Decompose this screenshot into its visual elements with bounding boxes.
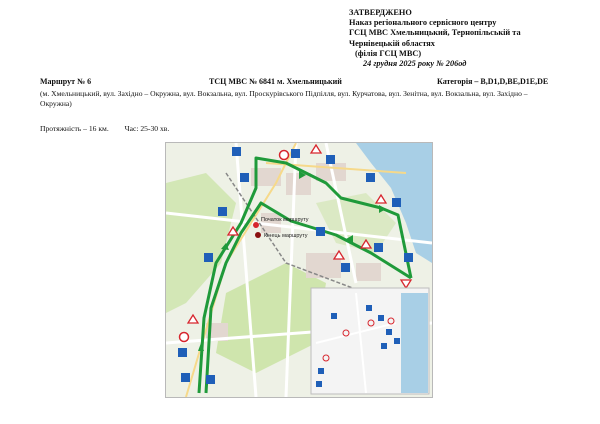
approval-center: ГСЦ МВС Хмельницький, Тернопільській та	[349, 28, 521, 38]
route-number: Маршрут № 6	[40, 77, 92, 86]
route-length: Протяжність – 16 км.	[40, 124, 109, 133]
sign-blue-icon	[178, 348, 187, 357]
sign-prohibitory-icon	[280, 151, 289, 160]
route-map-svg	[166, 143, 432, 397]
approval-date: 24 грудня 2025 року № 206од	[363, 59, 467, 69]
route-stats	[40, 124, 183, 133]
approval-regions: Чернівецькій областях	[349, 38, 435, 48]
sign-blue-icon	[218, 207, 227, 216]
sign-blue-icon	[206, 375, 215, 384]
sign-blue-icon	[291, 149, 300, 158]
route-path: (м. Хмельницький, вул. Західно – Окружна, вул. Вокзальна, вул. Проскурівського Підпілля, вул. Курчатова, вул. Зенітна, вул. Вокзальна, вул. Західно – Окружна)	[40, 89, 528, 108]
sign-blue-icon	[240, 173, 249, 182]
service-center: ТСЦ МВС № 6841 м. Хмельницький	[209, 77, 342, 86]
inset-map	[311, 288, 429, 394]
start-marker	[253, 222, 259, 228]
approval-branch: (філія ГСЦ МВС)	[355, 48, 422, 58]
end-marker	[255, 232, 261, 238]
sign-blue-icon	[204, 253, 213, 262]
sign-blue-icon	[232, 147, 241, 156]
approval-stamp	[349, 8, 589, 69]
route-time: Час: 25-30 хв.	[124, 124, 170, 133]
approval-title: ЗАТВЕРДЖЕНО	[349, 8, 412, 17]
sign-blue-icon	[341, 263, 350, 272]
sign-blue-icon	[404, 253, 413, 262]
route-header	[40, 77, 585, 89]
start-label: Початок маршруту	[261, 217, 309, 223]
category: Категорія – B,D1,D,BE,D1E,DE	[437, 77, 549, 86]
sign-blue-icon	[366, 173, 375, 182]
end-label: Кінець маршруту	[264, 233, 308, 239]
sign-blue-icon	[326, 155, 335, 164]
sign-blue-icon	[316, 227, 325, 236]
sign-prohibitory-icon	[180, 333, 189, 342]
sign-blue-icon	[392, 198, 401, 207]
sign-blue-icon	[181, 373, 190, 382]
sign-blue-icon	[374, 243, 383, 252]
approval-order: Наказ регіонального сервісного центру	[349, 18, 497, 28]
route-map	[165, 142, 433, 398]
